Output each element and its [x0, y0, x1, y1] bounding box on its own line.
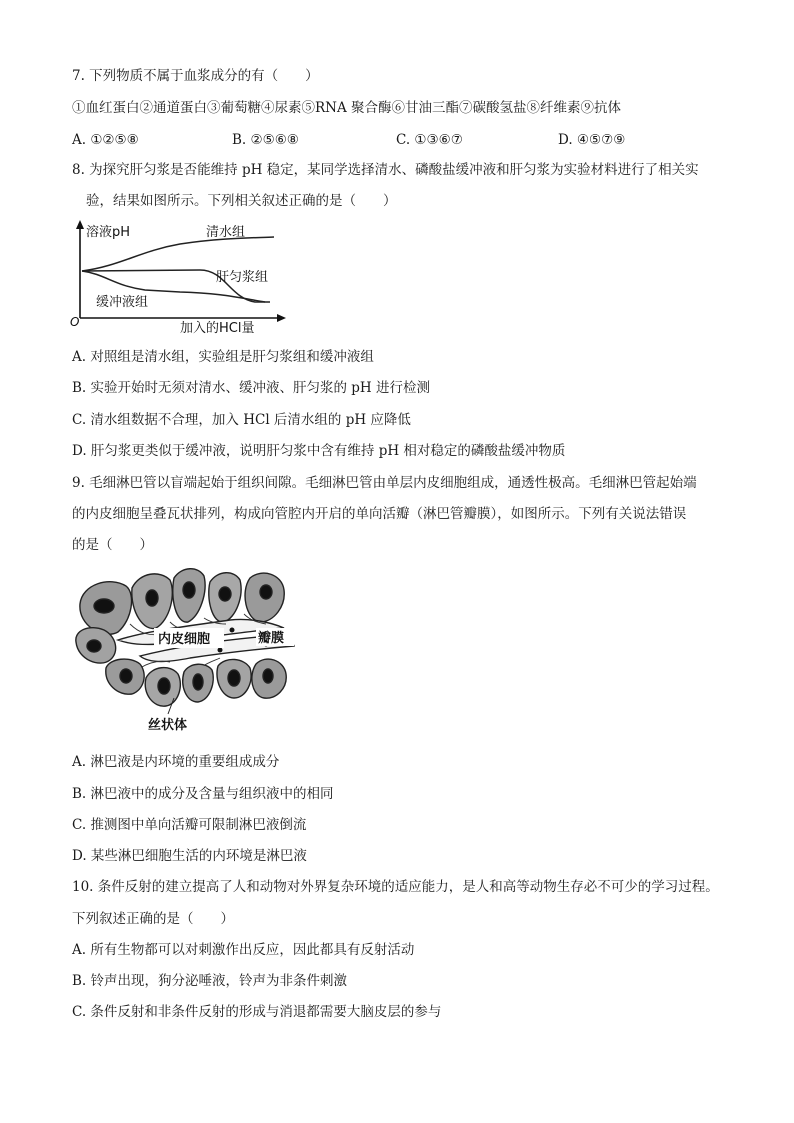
- q8-option-a: A. 对照组是清水组，实验组是肝匀浆组和缓冲液组: [72, 349, 374, 365]
- q8-stem-line2: 验，结果如图所示。下列相关叙述正确的是（ ）: [86, 193, 397, 209]
- q9-stem-line1: 9. 毛细淋巴管以盲端起始于组织间隙。毛细淋巴管由单层内皮细胞组成，通透性极高。毛细淋巴管起始端: [72, 475, 697, 491]
- q7-option-a: A. ①②⑤⑧: [72, 132, 139, 148]
- q9-label-valve: 瓣膜: [258, 631, 285, 646]
- q10-stem-line1: 10. 条件反射的建立提高了人和动物对外界复杂环境的适应能力，是人和高等动物生存必不可少的学习过程。: [72, 879, 719, 895]
- q9-stem-line3: 的是（ ）: [72, 537, 153, 553]
- q8-stem-line1: 8. 为探究肝匀浆是否能维持 pH 稳定，某同学选择清水、磷酸盐缓冲液和肝匀浆为实验材料进行了相关实: [72, 162, 699, 178]
- q9-option-d: D. 某些淋巴细胞生活的内环境是淋巴液: [72, 848, 307, 864]
- q9-option-b: B. 淋巴液中的成分及含量与组织液中的相同: [72, 786, 334, 802]
- q8-x-label: 加入的HCl量: [180, 321, 255, 336]
- q8-y-axis-arrow: [76, 220, 84, 229]
- q9-option-a: A. 淋巴液是内环境的重要组成成分: [72, 754, 280, 770]
- q8-option-b: B. 实验开始时无须对清水、缓冲液、肝匀浆的 pH 进行检测: [72, 380, 430, 396]
- q8-curve-water: [82, 237, 274, 271]
- q7-items: ①血红蛋白②通道蛋白③葡萄糖④尿素⑤RNA 聚合酶⑥甘油三酯⑦碳酸氢盐⑧纤维素⑨抗体: [72, 100, 622, 116]
- q7-option-b: B. ②⑤⑥⑧: [232, 132, 299, 148]
- q9-label-endothelial: 内皮细胞: [158, 632, 211, 647]
- q8-y-label: 溶液pH: [86, 225, 131, 240]
- q9-stem-line2: 的内皮细胞呈叠瓦状排列，构成向管腔内开启的单向活瓣（淋巴管瓣膜），如图所示。下列有关说法错误: [72, 506, 687, 522]
- q9-lymph-figure: [70, 564, 300, 744]
- q8-option-c: C. 清水组数据不合理，加入 HCl 后清水组的 pH 应降低: [72, 412, 411, 428]
- q8-option-d: D. 肝匀浆更类似于缓冲液，说明肝匀浆中含有维持 pH 相对稳定的磷酸盐缓冲物质: [72, 443, 566, 459]
- q8-label-buffer: 缓冲液组: [96, 295, 149, 310]
- q10-stem-line2: 下列叙述正确的是（ ）: [72, 911, 234, 927]
- q10-option-a: A. 所有生物都可以对刺激作出反应，因此都具有反射活动: [72, 942, 415, 958]
- q8-label-water: 清水组: [206, 225, 246, 240]
- q10-option-b: B. 铃声出现，狗分泌唾液，铃声为非条件刺激: [72, 973, 348, 989]
- q8-ph-graph: [60, 218, 290, 338]
- q7-stem: 7. 下列物质不属于血浆成分的有（ ）: [72, 68, 319, 84]
- q9-option-c: C. 推测图中单向活瓣可限制淋巴液倒流: [72, 817, 307, 833]
- q9-label-filament: 丝状体: [148, 718, 188, 733]
- q10-option-c: C. 条件反射和非条件反射的形成与消退都需要大脑皮层的参与: [72, 1004, 442, 1020]
- q7-option-d: D. ④⑤⑦⑨: [558, 132, 626, 148]
- q8-origin: O: [70, 315, 80, 329]
- q7-option-c: C. ①③⑥⑦: [396, 132, 463, 148]
- q8-x-axis-arrow: [277, 314, 286, 322]
- q8-label-liver: 肝匀浆组: [216, 270, 269, 285]
